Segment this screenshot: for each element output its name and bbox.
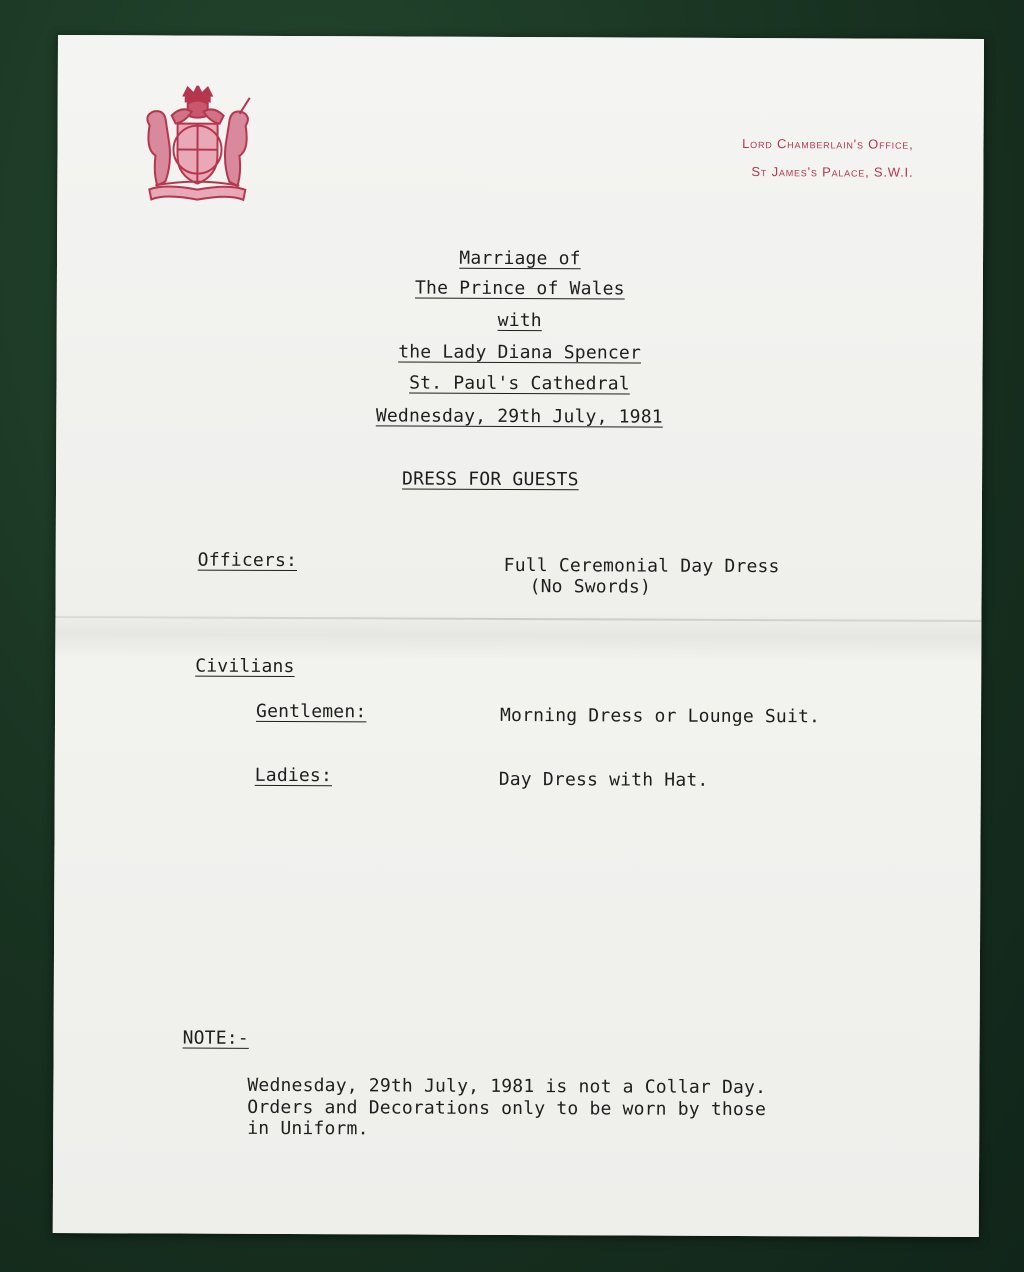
heading-line-4: the Lady Diana Spencer [398, 341, 642, 364]
section-title: DRESS FOR GUESTS [402, 468, 579, 491]
ladies-value: Day Dress with Hat. [498, 768, 709, 791]
note-line-1: Wednesday, 29th July, 1981 is not a Collar Day. [247, 1074, 767, 1099]
note-label: NOTE:- [182, 1027, 249, 1049]
civilians-label: Civilians [195, 655, 295, 678]
note-line-3: in Uniform. [247, 1117, 369, 1140]
heading-line-2: The Prince of Wales [414, 277, 625, 300]
fold-crease [55, 616, 981, 622]
officers-label: Officers: [197, 549, 298, 572]
heading-line-5: St. Paul's Cathedral [409, 372, 630, 395]
gentlemen-label: Gentlemen: [256, 700, 367, 723]
heading-line-1: Marriage of [459, 247, 581, 270]
document-sheet [53, 35, 984, 1237]
heading-line-3: with [497, 309, 542, 332]
note-line-2: Orders and Decorations only to be worn by those [247, 1096, 767, 1121]
ladies-label: Ladies: [254, 764, 333, 787]
letterhead-address [742, 130, 914, 187]
heading-line-6: Wednesday, 29th July, 1981 [375, 405, 663, 428]
officers-value-line-2: (No Swords) [529, 576, 652, 598]
officers-value-line-1: Full Ceremonial Day Dress [503, 554, 780, 578]
letterhead-line-1: Lord Chamberlain's Office, [742, 135, 914, 152]
letterhead-line-2: St James's Palace, S.W.I. [751, 164, 914, 180]
gentlemen-value: Morning Dress or Lounge Suit. [499, 704, 821, 728]
royal-coat-of-arms-icon [135, 85, 260, 208]
